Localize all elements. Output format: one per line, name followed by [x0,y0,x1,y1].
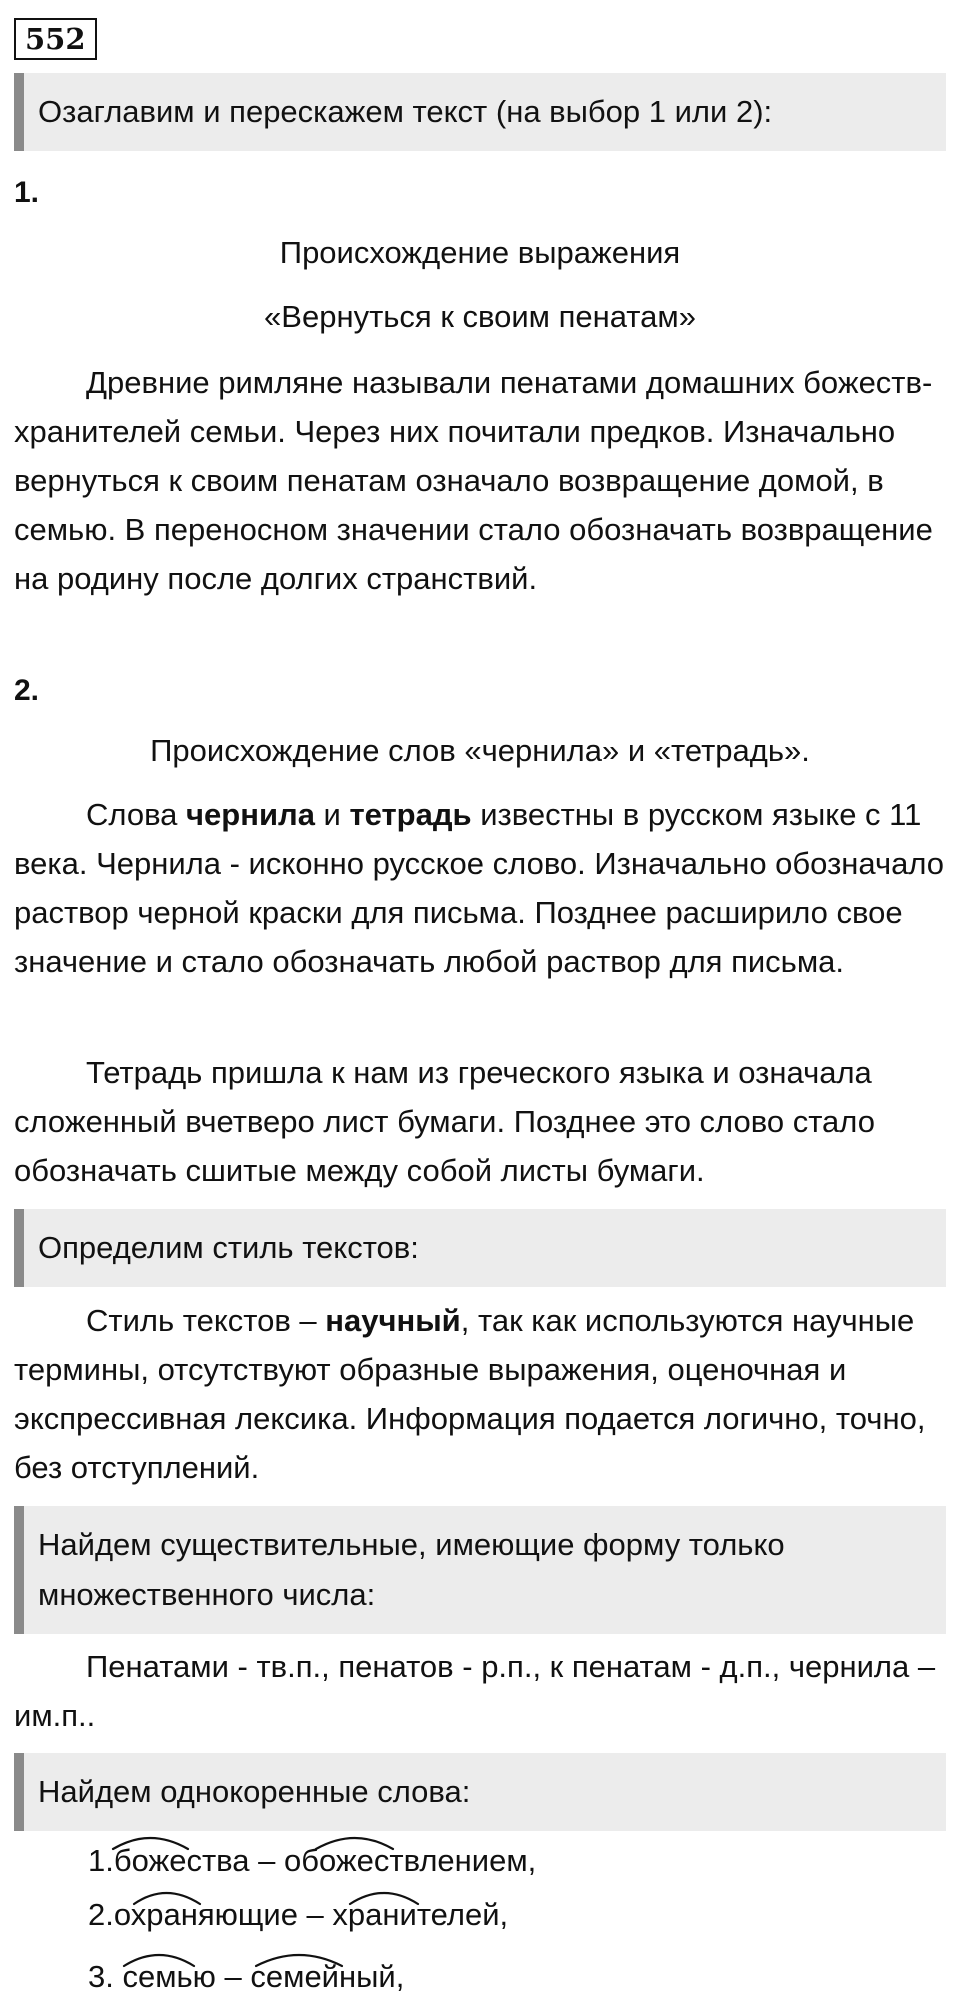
plural-paragraph: Пенатами - тв.п., пенатов - р.п., к пенатам - д.п., чернила – им.п.. [14,1649,936,1733]
section-1-paragraph: Древние римляне называли пенатами домашних божеств-хранителей семьи. Через них почитали предков. Изначально вернуться к своим пенатам означало возвращение домой, в семью. В переносном значении стало обозначать возвращение на родину после долгих странствий. [14,365,933,596]
section-2-text-2 [14,1048,949,1195]
plural-text [14,1642,949,1740]
section-2-paragraph-1 [14,790,949,986]
text-span: известны в русском языке с 11 века. Чернила - исконно русское слово. Изначально обозначало раствор черной краски для письма. Позднее расширило свое значение и стало обозначать любой раствор для письма. [14,797,945,979]
section-1-number: 1. [14,176,40,209]
task-banner-retell: Озаглавим и перескажем текст (на выбор 1 или 2): [14,73,946,151]
task-banner-style: Определим стиль текстов: [14,1209,946,1287]
section-2-text-1 [14,790,949,986]
task-banner-roots: Найдем однокоренные слова: [14,1753,946,1831]
root-pair-3: 3. семью – семейный, [88,1959,405,1994]
text-span: и [314,797,350,832]
text-span: Слова [86,797,187,832]
section-2-number: 2. [14,674,40,707]
root-pair-2: 2.охраняющие – хранителей, [88,1897,509,1932]
section-2-title: Происхождение слов «чернила» и «тетрадь». [150,733,810,768]
bold-word-chernila: чернила [186,797,315,832]
section-1-text [14,358,949,603]
bold-word-tetrad: тетрадь [349,797,472,832]
root-pair-1: 1.божества – обожествлением, [88,1843,537,1878]
section-1-title-line2: «Вернуться к своим пенатам» [264,299,696,334]
section-1-title-line1: Происхождение выражения [279,235,681,270]
style-text [14,1296,949,1492]
style-paragraph [14,1296,949,1492]
section-2-paragraph-2: Тетрадь пришла к нам из греческого языка и означала сложенный вчетверо лист бумаги. Позднее это слово стало обозначать сшитые между собой листы бумаги. [14,1055,875,1188]
bold-word-nauchny: научный [325,1303,461,1338]
text-span: , так как используются научные термины, отсутствуют образные выражения, оценочная и экспрессивная лексика. Информация подается логично, точно, без отступлений. [14,1303,926,1485]
task-banner-plural: Найдем существительные, имеющие форму только множественного числа: [14,1506,946,1634]
task-number: 552 [14,18,97,60]
text-span: Стиль текстов – [86,1303,326,1338]
